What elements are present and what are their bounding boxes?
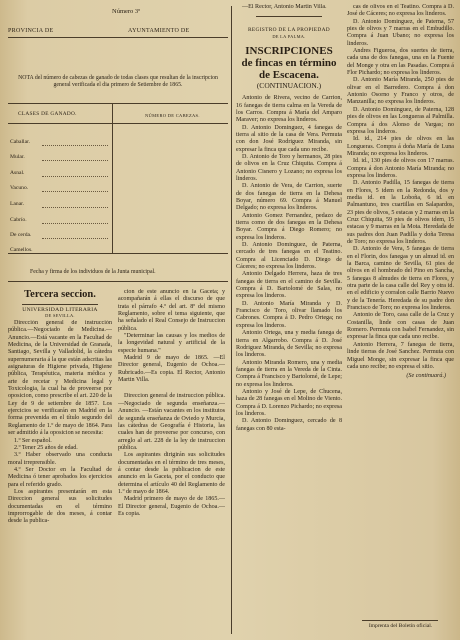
animal-type-label: De cerda. [10, 232, 32, 238]
col3-p4: D. Antonio de Vera, de Carrion, suerte de dos fanegas de tierra en la Dehesa Boyar, número 69. Compra á Manuel Delgado; no expresa los linderos. [236, 183, 342, 212]
col3-p12: D. Antonio Dominguez, cercado de 8 fanegas con 80 esta- [236, 418, 342, 432]
col4-p11: Antonio Herrera, 7 fanegas de tierra, linde tierras de José Sanchez. Permuta con Miguel Monge, sin expresar la finca que cada uno recibe; no expresa el sitio. [347, 341, 454, 370]
col4-p7: Id. id., 130 pies de olivos con 17 marras. Compra á don Antonio María Miranda; no expresa los linderos. [347, 158, 454, 179]
section-title: Tercera seccion. [24, 289, 96, 300]
col4-p1: cas de olivos en el Teatino. Compra á D. José de Cáceres; no expresa los linderos. [347, 4, 454, 18]
col3-body [236, 4, 342, 634]
col2-p2: "Determinar las causas y los medios de la longevidad natural y artificial de la especie humana." [118, 333, 225, 354]
table-head-rule [8, 123, 228, 124]
col3-p7: Antonio Delgado Herrera, haza de tres fanegas de tierra en el camino de Sevilla. Compra á D. Bartolomé de Salas, no expresa los linderos. [236, 271, 342, 300]
col2-p5: Los aspirantes dirigirán sus solicitudes documentadas en el término de tres meses, á contar desde la publicacion de este anuncio en la Gaceta, por el conducto que determina el artículo 40 del Reglamento de 1.º de mayo de 1864. [118, 452, 225, 495]
clases-header: CLASES DE GANADO. [18, 111, 77, 117]
table-bottom-rule [8, 253, 228, 254]
dotted-leader [42, 145, 108, 146]
dotted-leader [42, 223, 108, 224]
table-divider [112, 103, 113, 253]
table-top-rule [8, 103, 228, 104]
header-rule [8, 37, 228, 38]
col4-p8: D. Antonio Padilla, 15 fanegas de tierra en Flores, 5 idem en la Redonda, dos y media id. en la Loboña, 6 id. en Palmantuno, tres cuartillas en Salapardos, 23 pies de olivos, 5 estacas y 2 marras en la Cruz Chiquita, 59 pies de olivos idem, 15 estacas y 9 marras en la Mota. Heredada de sus padres don Juan Padilla y doña Teresa de Toro; no expresa los linderos. [347, 180, 454, 245]
col4-body [347, 4, 454, 614]
col1-p2: 1.º Ser español. [14, 437, 52, 444]
ayuntamiento-label: AYUNTAMIENTO DE [128, 28, 190, 34]
animal-type-label: Mular. [10, 154, 25, 160]
col4-p9: D. Antonio de Vera, 5 fanegas de tierra en el Florin, dos fanegas y un almud id. en la Barca, camino de Sevilla, 61 pies de olivos en el hombrado del Pino en Sancha, 5 fanegas 8 almudes de tierra en Flores, y otra parte de la casa calle del Rey y otra id. en el edificio y corralon calle Barrio Nuevo y de la Tenería. Heredada de su padre don Francisco de Toro; no expresa los linderos. [347, 246, 454, 312]
col3-p6: D. Antonio Dominguez, de Paterna, cercado de tres fanegas en el Teatino. Compra al Licenciado D. Diego de Cáceres; no expresa los linderos. [236, 242, 342, 271]
inscripciones-title: INSCRIPCIONES [245, 45, 333, 58]
continuacion-label: (CONTINUACION.) [256, 81, 322, 91]
col3-top-rule [256, 16, 322, 17]
col3-p8: D. Antonio María Miranda y D. Francisco de Toro, olivar llamado los Cabrones. Compra á D. Pedro Ortega; no expresa los linderos. [236, 300, 342, 329]
animal-type-label: Asnal. [10, 170, 25, 176]
col3-p1: Antonio de Rivera, vecino de Carrion, 16 fanegas de tierra calma en la Vereda de los Carros. Compra á María del Amparo Maraver; no expresa los linderos. [236, 95, 342, 124]
university-name: UNIVERSIDAD LITERARIA [22, 307, 98, 313]
col4-p3: Andres Figueroa, dos suertes de tierra, cada una de dos fanegas, una en la Fuente del Monge y otra en las Pasadas. Compra á Flor Pichardo; no expresa los linderos. [347, 48, 454, 77]
cabezas-header: NÚMERO DE CABEZAS. [145, 113, 200, 118]
col2-p1: cion de este anuncio en la Gaceta; y acompañarán á ellas el discurso de que trata el párrafo 4.º del art. 8º del mismo Reglamento, sobre el tema siguiente, que ha señalado el Real Consejo de Instruccion pública. [118, 289, 225, 332]
animal-type-label: Lanar. [10, 201, 25, 207]
col4-p2: D. Antonio Dominguez, de Paterna, 57 pies de olivos y 7 marras en el Embudillo. Compra á Juan Ubano; no expresa los linderos. [347, 18, 454, 47]
registro-heading: REGISTRO DE LA PROPIEDAD [248, 27, 330, 34]
col1-p5: 4.º Ser Doctor en la Facultad de Medicina ó tener aprobados los ejercicios para el referido grado. [8, 466, 112, 488]
animal-type-label: Camellos. [10, 247, 33, 253]
col3-top: —El Rector, Antonio Martin Villa. [242, 4, 327, 10]
dotted-leader [42, 176, 108, 177]
col2-p6: Madrid primero de mayo de de 1865.—El Director general, Eugenio de Ochoa.—Es copia. [118, 496, 225, 517]
animal-type-label: Vacuno. [10, 185, 29, 191]
escacena-title: de Escacena. [259, 69, 319, 82]
imprenta-label: Imprenta del Boletín oficial. [368, 623, 433, 629]
animal-type-label: Cabrío. [10, 217, 27, 223]
col3-p10: Antonio Miranda Romero, una y media fanegas de tierra en la Vereda de la Cinta. Compra á Francisco y Bartolomé, de Lepe; no expresa los linderos. [236, 359, 342, 388]
university-city: DE SEVILLA. [45, 313, 75, 318]
col4-p5: D. Antonio Dominguez, de Paterna, 128 pies de olivos en las Longueras al Palmilla. Compra á dos Alonso de Vargas; no expresa los linderos. [347, 106, 454, 135]
dotted-leader [42, 238, 108, 239]
center-column-rule [231, 6, 232, 634]
col1-body [8, 320, 112, 632]
col4-p10: Antonio de Toro, casa calle de la Cruz y Costanilla, linde con casas de Juan Romero. Permuta con Isabel Fernandez, sin expresar la finca que cada uno recibe. [347, 312, 454, 341]
province-label: PROVINCIA DE [8, 28, 54, 34]
col1-p4: 3.º Haber observado una conducta moral irreprensible. [8, 452, 112, 466]
dotted-leader [42, 207, 108, 208]
col1-p6: Los aspirantes presentarán en esta Direccion general sus solicitudes documentadas en el término improrrogable de dos meses, á contar desde la publica- [8, 488, 112, 525]
fecha-firma: Fecha y firma de los individuos de la Junta municipal. [30, 269, 156, 275]
col4-p4: D. Antonio María Miranda, 250 pies de olivar en el Barredero. Compra á don Antonio Osorno y Franco y otros, de Manzanilla; no expresa los linderos. [347, 77, 454, 106]
section-rule [8, 281, 228, 282]
col2-p3: Madrid 9 de mayo de 1865. —El Director general, Eugenio de Ochoa.—Rubricado.—Es copia. El Rector, Antonio Martin Villa. [118, 355, 225, 384]
animal-type-label: Caballar. [10, 139, 31, 145]
imprenta-rule [362, 620, 438, 621]
col2-p4: Direccion general de instruccion pública.—Negociado de segunda enseñanza.—Anuncio. —Están vacantes en los institutos de segunda enseñanza de Oviedo y Murcia, las cátedras de Geografía é Historia, las cuales han de proveerse por concurso, con arreglo al art. 228 de la ley de instruccion pública. [118, 393, 225, 451]
col3-p5: Antonio Gomez Fernandez, pedazo de tierra como de dos fanegas en la Dehesa Boyar. Compra á Diego Romero; no expresa los linderos. [236, 212, 342, 241]
form-number: Número 3º [112, 8, 141, 15]
col1-p1: Dirección general de instrucción pública.—Negociado de Medicina.—Anuncio.—Está vacante en la Facultad de Medicina, de la Universidad de Granada, Santiago, Sevilla y Valladolid, la cátedra supernumeraria á la que están adscritas las asignaturas de Higiene privada, Higiene pública, Terapéutica, materia médica y arte de recetar y Medicina legal y Toxicologia, la cual ha de proveerse por oposicion, como prescribe el art. 220 de la Ley de 9 de setiembre de 1857. Los ejercicios se verificarán en Madrid en la forma prevenida en el título segundo del Reglamento de 1.º de mayo de 1864. Para ser admitido á la oposicion se necesita: [8, 320, 112, 437]
continuara-label: (Se continuará.) [406, 373, 446, 380]
col1-p3: 2.º Tener 25 años de edad. [14, 444, 78, 451]
dotted-leader [42, 160, 108, 161]
dotted-leader [42, 191, 108, 192]
registro-place: DE LA PALMA. [272, 33, 306, 39]
col2-body [118, 289, 225, 634]
fincas-title: de fincas en término [241, 57, 337, 70]
col3-p2: D. Antonio Dominguez, 4 fanegas de tierra al sitio de la casa de Vera. Permuta con don José Rodriguez Miranda, sin expresar la finca que cada uno recibe. [236, 124, 342, 153]
col3-p3: D. Antonio de Toro y hermanos, 28 pies de olivos en la Cruz Chiquita. Compra á Antonio Cisnero y Lozano; no expresa los linderos. [236, 153, 342, 182]
col3-p9: Antonio Ortega, una y media fanega de tierra en Algarrobo. Compra á D. José Rodriguez Miranda, de Sevilla; no expresa los linderos. [236, 330, 342, 359]
col4-p6: Id. id., 214 pies de olivos en las Longueras. Compra á doña María de Luna Miranda; no expresa los linderos. [347, 136, 454, 157]
col3-p11: Antonio y José de Lepe, de Chucena, haza de 28 fanegas en el Molino de Viento. Compra á D. Lorenzo Pichardo; no expresa los linderos. [236, 388, 342, 417]
title-rule [22, 304, 98, 305]
nota-heading: NOTA del número de cabezas de ganado de todas clases que resultan de la inscripcion general verificada el dia primero de Setiembre de 1865. [18, 75, 218, 88]
